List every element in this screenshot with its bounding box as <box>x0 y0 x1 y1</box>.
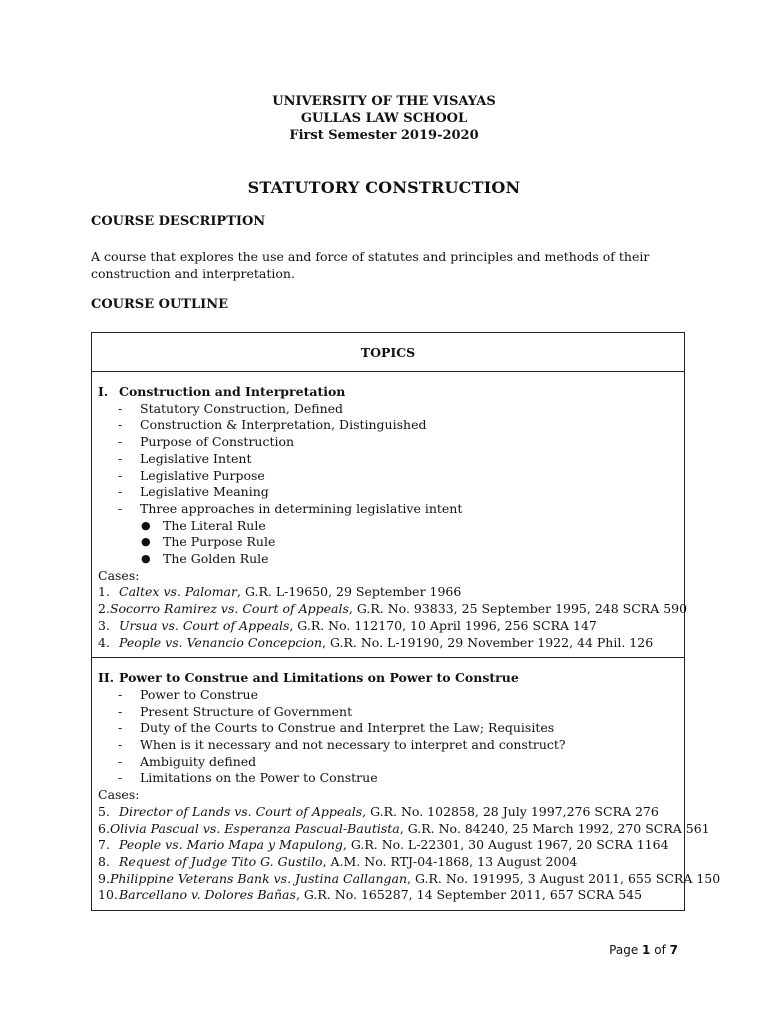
subtopic-item <box>98 417 678 434</box>
case-number: 2. <box>98 601 110 617</box>
subtopic-item <box>98 687 678 704</box>
table-body <box>92 372 721 910</box>
semester-label: First Semester 2019-2020 <box>289 128 479 143</box>
case-citation: , G.R. L-19650, 29 September 1966 <box>237 584 462 600</box>
case-name: People vs. Venancio Concepcion <box>119 634 323 650</box>
case-citation: , G.R. No. 191995, 3 August 2011, 655 SCRA 150 <box>407 870 721 886</box>
subtopic-item <box>98 484 678 501</box>
dash-marker: - <box>118 753 123 769</box>
subtopic-text: Construction & Interpretation, Distinguished <box>140 417 427 433</box>
subtopic-text: Three approaches in determining legislative intent <box>140 500 463 516</box>
school-name: GULLAS LAW SCHOOL <box>300 111 468 126</box>
bullet-icon: ● <box>141 518 151 532</box>
subtopic-text: Power to Construe <box>140 686 258 702</box>
case-item <box>98 635 678 652</box>
case-citation: , G.R. No. 165287, 14 September 2011, 657 SCRA 545 <box>295 887 643 903</box>
bullet-text: The Literal Rule <box>163 517 266 533</box>
dash-marker: - <box>118 467 123 483</box>
case-citation: , G.R. No. L-22301, 30 August 1967, 20 SCRA 1164 <box>342 837 669 853</box>
university-name: UNIVERSITY OF THE VISAYAS <box>272 94 496 109</box>
page-total: 7 <box>669 943 678 957</box>
topic-section <box>92 657 721 910</box>
case-citation: , G.R. No. L-19190, 29 November 1922, 44 Phil. 126 <box>322 634 654 650</box>
bullet-item <box>98 534 678 551</box>
dash-marker: - <box>118 500 123 516</box>
case-name: Barcellano v. Dolores Bañas <box>119 887 296 903</box>
cases-label: Cases: <box>98 787 140 803</box>
case-name: Ursua vs. Court of Appeals <box>119 617 290 633</box>
case-citation: , G.R. No. 102858, 28 July 1997,276 SCRA 276 <box>362 803 659 819</box>
subtopic-text: When is it necessary and not necessary to interpret and construct? <box>140 737 566 753</box>
subtopic-item <box>98 468 678 485</box>
topic-title-text: Construction and Interpretation <box>119 384 346 399</box>
case-number: 7. <box>98 837 110 853</box>
case-name: Director of Lands vs. Court of Appeals <box>119 803 363 819</box>
topic-title <box>98 670 678 687</box>
document-title: STATUTORY CONSTRUCTION <box>247 178 521 197</box>
subtopic-item <box>98 501 678 518</box>
case-citation: , G.R. No. 112170, 10 April 1996, 256 SCRA 147 <box>289 617 597 633</box>
subtopic-item <box>98 401 678 418</box>
course-description-text: A course that explores the use and force of statutes and principles and methods of their construction and interpretation. <box>91 249 650 281</box>
topic-title <box>98 384 678 401</box>
course-outline-heading: COURSE OUTLINE <box>91 297 228 312</box>
dash-marker: - <box>118 686 123 702</box>
subtopic-text: Statutory Construction, Defined <box>140 400 344 416</box>
case-name: Caltex vs. Palomar <box>119 584 237 600</box>
dash-marker: - <box>118 434 123 450</box>
subtopic-text: Legislative Meaning <box>140 484 269 500</box>
subtopic-item <box>98 704 678 721</box>
document-header <box>0 93 768 144</box>
case-name: Olivia Pascual vs. Esperanza Pascual-Bautista <box>109 820 400 836</box>
page-footer <box>609 943 678 957</box>
table-header: TOPICS <box>92 333 684 372</box>
case-item <box>98 820 710 838</box>
dash-marker: - <box>118 417 123 433</box>
page-current: 1 <box>642 943 651 957</box>
case-number: 1. <box>98 584 110 600</box>
case-name: Philippine Veterans Bank vs. Justina Callangan <box>109 870 408 886</box>
subtopic-text: Legislative Intent <box>140 450 252 466</box>
case-name: Request of Judge Tito G. Gustilo <box>119 853 323 869</box>
bullet-icon: ● <box>141 535 151 549</box>
subtopic-item <box>98 754 678 771</box>
case-item <box>98 854 678 871</box>
topic-section <box>92 372 688 657</box>
case-citation: , G.R. No. 84240, 25 March 1992, 270 SCRA 561 <box>399 820 710 836</box>
dash-marker: - <box>118 703 123 719</box>
bullet-text: The Purpose Rule <box>163 534 276 550</box>
cases-label: Cases: <box>98 567 140 583</box>
case-number: 4. <box>98 634 110 650</box>
bullet-text: The Golden Rule <box>163 551 269 567</box>
case-item <box>98 837 678 854</box>
dash-marker: - <box>118 737 123 753</box>
case-item <box>98 804 678 821</box>
dash-marker: - <box>118 400 123 416</box>
case-number: 6. <box>98 820 110 836</box>
dash-marker: - <box>118 720 123 736</box>
of-label: of <box>654 943 666 957</box>
case-number: 5. <box>98 803 110 819</box>
course-outline-table <box>91 332 721 911</box>
bullet-item <box>98 518 678 535</box>
case-item <box>98 870 721 888</box>
subtopic-item <box>98 434 678 451</box>
case-item <box>98 601 688 618</box>
subtopic-text: Present Structure of Government <box>140 703 353 719</box>
subtopic-item <box>98 720 678 737</box>
subtopic-text: Purpose of Construction <box>140 434 295 450</box>
case-item <box>98 887 678 904</box>
case-citation: , G.R. No. 93833, 25 September 1995, 248 SCRA 590 <box>348 601 688 617</box>
subtopic-item <box>98 451 678 468</box>
case-citation: , A.M. No. RTJ-04-1868, 13 August 2004 <box>322 853 578 869</box>
case-name: Socorro Ramirez vs. Court of Appeals <box>109 601 349 617</box>
course-description-heading: COURSE DESCRIPTION <box>91 214 266 229</box>
subtopic-item <box>98 737 678 754</box>
case-number: 10. <box>98 887 118 903</box>
case-item <box>98 584 678 601</box>
bullet-item <box>98 551 678 568</box>
dash-marker: - <box>118 450 123 466</box>
topic-number: II. <box>98 670 115 686</box>
subtopic-item <box>98 770 678 787</box>
dash-marker: - <box>118 484 123 500</box>
case-number: 3. <box>98 617 110 633</box>
bullet-icon: ● <box>141 552 151 566</box>
dash-marker: - <box>118 770 123 786</box>
case-number: 8. <box>98 853 110 869</box>
case-name: People vs. Mario Mapa y Mapulong <box>119 837 343 853</box>
subtopic-text: Duty of the Courts to Construe and Interpret the Law; Requisites <box>140 720 555 736</box>
subtopic-text: Limitations on the Power to Construe <box>140 770 378 786</box>
topic-number: I. <box>98 384 109 399</box>
page-label: Page <box>609 943 639 957</box>
subtopic-text: Legislative Purpose <box>140 467 265 483</box>
case-number: 9. <box>98 870 110 886</box>
topic-title-text: Power to Construe and Limitations on Power to Construe <box>119 670 519 686</box>
subtopic-text: Ambiguity defined <box>140 753 257 769</box>
case-item <box>98 618 678 635</box>
